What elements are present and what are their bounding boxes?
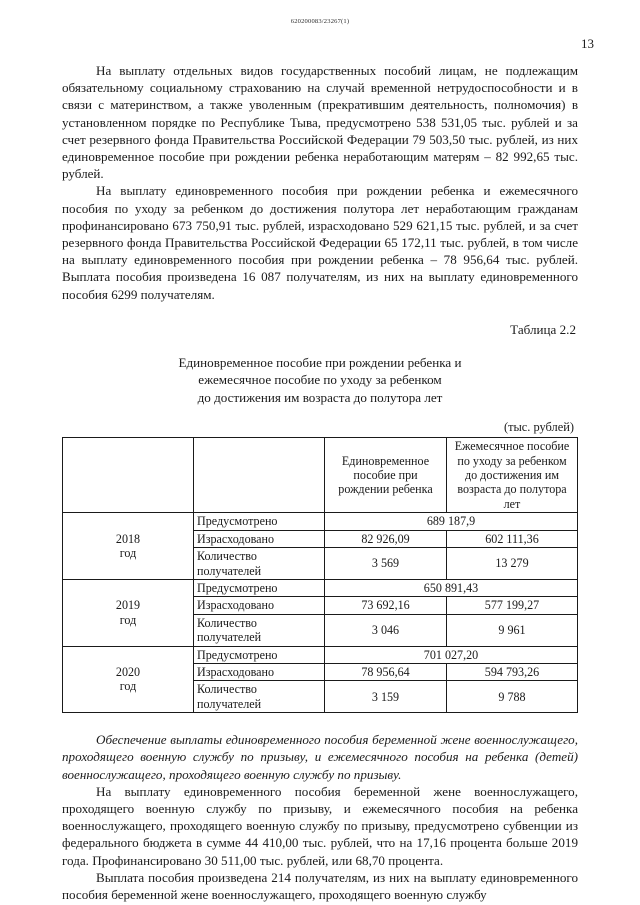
table-row-label: Израсходовано [194, 663, 325, 680]
table-title [62, 354, 578, 406]
table-cell-col-a: 82 926,09 [325, 530, 447, 547]
table-cell-col-a: 73 692,16 [325, 597, 447, 614]
table-row-label: Предусмотрено [194, 579, 325, 596]
table-cell-col-a: 78 956,64 [325, 663, 447, 680]
table-cell-col-b: 602 111,36 [447, 530, 578, 547]
table-cell-col-b: 13 279 [447, 548, 578, 580]
table-row-label: Предусмотрено [194, 646, 325, 663]
header-col-a: Единовременное пособие при рождении ребенка [325, 438, 447, 513]
table-cell-col-b: 594 793,26 [447, 663, 578, 680]
table-cell-col-a: 3 046 [325, 614, 447, 646]
table-row-label: Израсходовано [194, 597, 325, 614]
page-number: 13 [581, 36, 594, 51]
page-content [62, 62, 578, 903]
table-cell-col-a: 3 569 [325, 548, 447, 580]
table-row-label: Количество получателей [194, 614, 325, 646]
table-year-cell [63, 646, 194, 713]
table-cell-col-a: 3 159 [325, 681, 447, 713]
table-year-cell [63, 513, 194, 580]
table-body [63, 438, 578, 713]
table-cell-col-b: 9 961 [447, 614, 578, 646]
table-year-cell [63, 579, 194, 646]
table-row [63, 646, 578, 663]
table-title-line-1: Единовременное пособие при рождении ребенка и [178, 355, 462, 371]
table-row [63, 513, 578, 530]
table-row [63, 579, 578, 596]
table-row-label: Количество получателей [194, 681, 325, 713]
table-row-label: Количество получателей [194, 548, 325, 580]
table-units: (тыс. рублей) [503, 420, 574, 435]
table-cell-col-b: 577 199,27 [447, 597, 578, 614]
table-header-row [63, 438, 578, 513]
paragraph-2: На выплату единовременного пособия при рождении ребенка и ежемесячного пособия по уходу за ребенком до достижения полутора лет неработающим гражданам профинансировано 673 750,91 тыс. рублей, израсходовано 529 621,15 тыс. рублей, и за счет резервного фонда Правительства Российской Федерации 65 172,11 тыс. рублей, в том числе на выплату единовременного пособия при рождении ребенка – 78 956,64 тыс. рублей. Выплата пособия произведена 16 087 получателям, из них на выплату единовременного пособия 6299 получателям. [62, 183, 578, 302]
paragraph-5: Выплата пособия произведена 214 получателям, из них на выплату единовременного пособия беременной жене военнослужащего, проходящего военную службу [62, 869, 578, 902]
year-line-2: год [119, 679, 137, 694]
table-cell-col-b: 9 788 [447, 681, 578, 713]
paragraph-3-italic: Обеспечение выплаты единовременного пособия беременной жене военнослужащего, проходящего военную службу по призыву, и ежемесячного пособия на ребенка (детей) военнослужащего, проходящего военную службу по призыву. [62, 732, 578, 782]
header-blank-year [63, 438, 194, 513]
table-cell-merged-value: 650 891,43 [325, 579, 578, 596]
header-col-b: Ежемесячное пособие по уходу за ребенком до достижения им возраста до полутора лет [447, 438, 578, 513]
paragraph-4: На выплату единовременного пособия беременной жене военнослужащего, проходящего военную службу по призыву, и ежемесячного пособия на ребенка военнослужащего, проходящего военную службу по призыву, предусмотрено субвенции из федерального бюджета в сумме 44 410,00 тыс. рублей, что на 17,16 процента больше 2019 года. Профинансировано 30 511,00 тыс. рублей, или 68,70 процента. [62, 783, 578, 868]
year-line-1: 2018 [115, 531, 141, 546]
table-spacer [62, 713, 578, 731]
year-line-1: 2020 [115, 664, 141, 679]
table-label: Таблица 2.2 [510, 321, 576, 337]
header-blank-label [194, 438, 325, 513]
table-title-line-2: ежемесячное пособие по уходу за ребенком [198, 372, 442, 388]
paragraph-1: На выплату отдельных видов государственных пособий лицам, не подлежащим обязательному социальному страхованию на случай временной нетрудоспособности и в связи с материнством, а также уволенным (прекратившим деятельность, полномочия) в установленном порядке по Республике Тыва, предусмотрено 538 531,05 тыс. рублей и за счет резервного фонда Правительства Российской Федерации 79 503,50 тыс. рублей, из них единовременное пособие при рождении ребенка неработающим матерям – 82 992,65 тыс. рублей. [62, 63, 578, 182]
table-row-label: Предусмотрено [194, 513, 325, 530]
table-cell-merged-value: 701 027,20 [325, 646, 578, 663]
document-code: 620200083/23267(1) [290, 18, 350, 25]
table-title-line-3: до достижения им возраста до полутора лет [197, 389, 443, 405]
year-line-2: год [119, 546, 137, 561]
table-row-label: Израсходовано [194, 530, 325, 547]
year-line-2: год [119, 612, 137, 627]
year-line-1: 2019 [115, 598, 141, 613]
benefits-table [62, 437, 578, 713]
table-cell-merged-value: 689 187,9 [325, 513, 578, 530]
